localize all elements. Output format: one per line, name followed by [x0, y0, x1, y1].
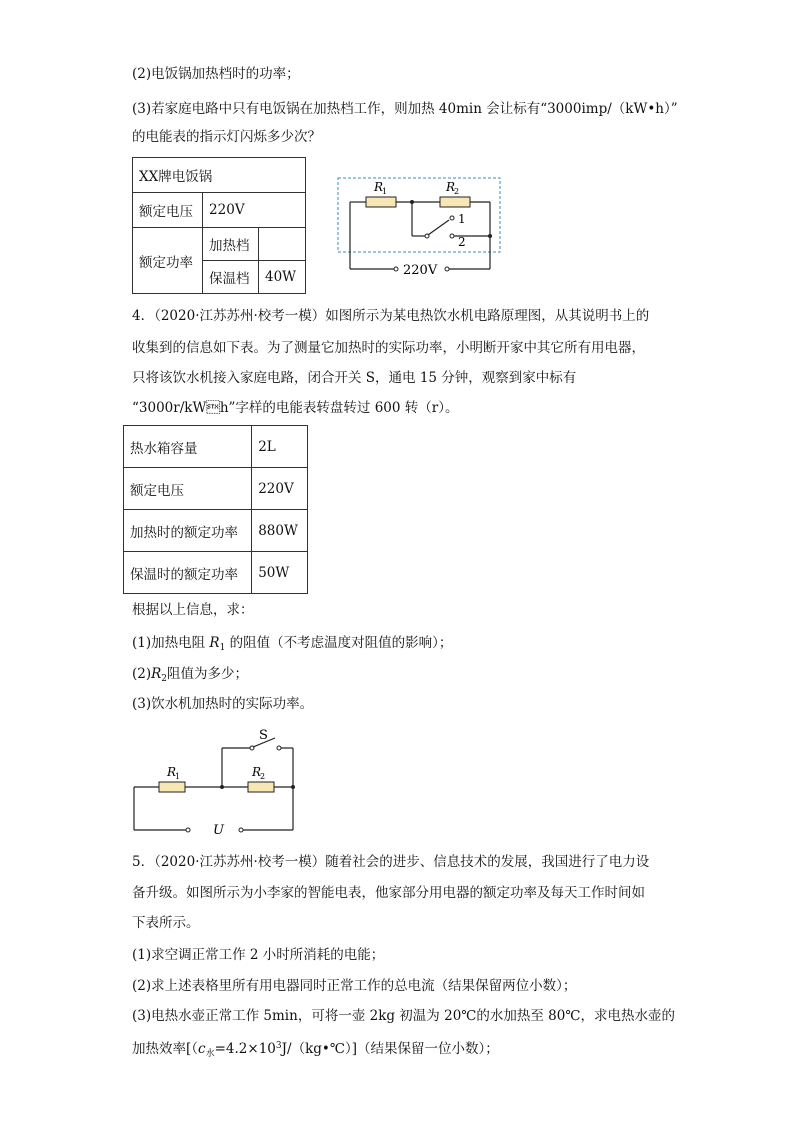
q5-item-3-a: 加热效率[（: [132, 1041, 199, 1057]
rice-cooker-table: [132, 157, 306, 294]
table-value: 880W: [252, 510, 308, 552]
q5-line1: 5．（2020·江苏苏州·校考一模）随着社会的进步、信息技术的发展，我国进行了电力设: [132, 854, 650, 870]
q4-item-2-prefix: (2): [132, 666, 152, 682]
heat-label: 加热档: [203, 228, 259, 261]
r2-subscript: 2: [454, 187, 460, 196]
r1-label: R: [167, 765, 177, 779]
q5-line3: 下表所示。: [132, 915, 200, 931]
q4-line2: 收集到的信息如下表。为了测量它加热时的实际功率，小明断开家中其它所有用电器，: [132, 340, 645, 356]
q4-item-1: [132, 633, 452, 658]
position-1-label: 1: [458, 212, 466, 226]
heat-value: [259, 228, 306, 261]
r2-subscript: 2: [260, 772, 266, 781]
position-2-label: 2: [458, 235, 466, 249]
q5-c-symbol: c: [198, 1041, 206, 1057]
q4-line1: 4．（2020·江苏苏州·校考一模）如图所示为某电热饮水机电路原理图，从其说明书上的: [132, 308, 650, 324]
q4-line3: 只将该饮水机接入家庭电路，闭合开关 S，通电 15 分钟，观察到家中标有: [132, 370, 577, 386]
q4-item-1-suffix: 的阻值（不考虑温度对阻值的影响）；: [225, 635, 453, 651]
table-label: 保温时的额定功率: [124, 552, 252, 594]
r2-label: R: [446, 180, 456, 194]
q3-item-2: (2)电饭锅加热档时的功率；: [132, 66, 300, 82]
switch-blade: [428, 220, 449, 235]
q5-item-1: (1)求空调正常工作 2 小时所消耗的电能；: [132, 947, 385, 963]
r1-resistor: [366, 197, 396, 207]
q3-item-3-line1: (3)若家庭电路中只有电饭锅在加热档工作，则加热 40min 会让标有“3000imp/（kW•h）”: [132, 101, 678, 117]
q5-c-sub: 水: [205, 1049, 215, 1059]
q4-item-1-sub: 1: [219, 643, 226, 653]
q4-item-1-r: R: [209, 635, 220, 651]
switch-s-label: S: [259, 728, 268, 743]
r1-label: R: [374, 180, 384, 194]
water-dispenser-circuit: [125, 722, 305, 837]
q4-item-2: [132, 664, 248, 689]
q5-exp: 3: [275, 1041, 282, 1051]
water-dispenser-table: [123, 425, 308, 594]
q5-item-3-b: =4.2×10: [214, 1041, 276, 1057]
rated-power-label: 额定功率: [133, 228, 203, 294]
r2-label: R: [252, 765, 262, 779]
q5-item-3-line1: (3)电热水壶正常工作 5min，可将一壶 2kg 初温为 20℃的水加热至 80℃，求电热水壶的: [132, 1008, 675, 1024]
table-value: 50W: [252, 552, 308, 594]
rated-voltage-label: 额定电压: [133, 193, 203, 228]
u-label: U: [213, 823, 224, 837]
r1-subscript: 1: [382, 187, 388, 196]
table-value: 2L: [252, 426, 308, 468]
r2-resistor: [440, 197, 470, 207]
r2-resistor: [248, 782, 274, 792]
q4-intro: 根据以上信息，求：: [132, 602, 254, 618]
q4-item-2-r: R: [151, 666, 162, 682]
brand-cell: XX牌电饭锅: [133, 158, 306, 193]
q5-line2: 备升级。如图所示为小李家的智能电表，他家部分用电器的额定功率及每天工作时间如: [132, 885, 645, 901]
q5-item-2: (2)求上述表格里所有用电器同时正常工作的总电流（结果保留两位小数）；: [132, 978, 577, 994]
q4-item-2-suffix: 阻值为多少；: [167, 666, 249, 682]
q5-item-3-line2: [132, 1036, 499, 1064]
q5-item-3-d: J/（kg•℃）]（结果保留一位小数）；: [281, 1041, 499, 1057]
q4-line4: “3000r/kWh”字样的电能表转盘转过 600 转（r）。: [132, 400, 459, 416]
rated-voltage-value: 220V: [203, 193, 306, 228]
q4-item-3: (3)饮水机加热时的实际功率。: [132, 696, 314, 712]
keep-label: 保温档: [203, 261, 259, 294]
q3-item-3-line2: 的电能表的指示灯闪烁多少次？: [132, 129, 321, 145]
table-label: 额定电压: [124, 468, 252, 510]
table-value: 220V: [252, 468, 308, 510]
r1-resistor: [159, 782, 185, 792]
table-label: 加热时的额定功率: [124, 510, 252, 552]
q4-item-1-prefix: (1)加热电阻: [132, 635, 210, 651]
voltage-label: 220V: [403, 263, 438, 278]
rice-cooker-circuit: [330, 168, 510, 280]
r1-subscript: 1: [175, 772, 181, 781]
table-label: 热水箱容量: [124, 426, 252, 468]
keep-value: 40W: [259, 261, 306, 294]
q4-item-2-sub: 2: [161, 674, 168, 684]
